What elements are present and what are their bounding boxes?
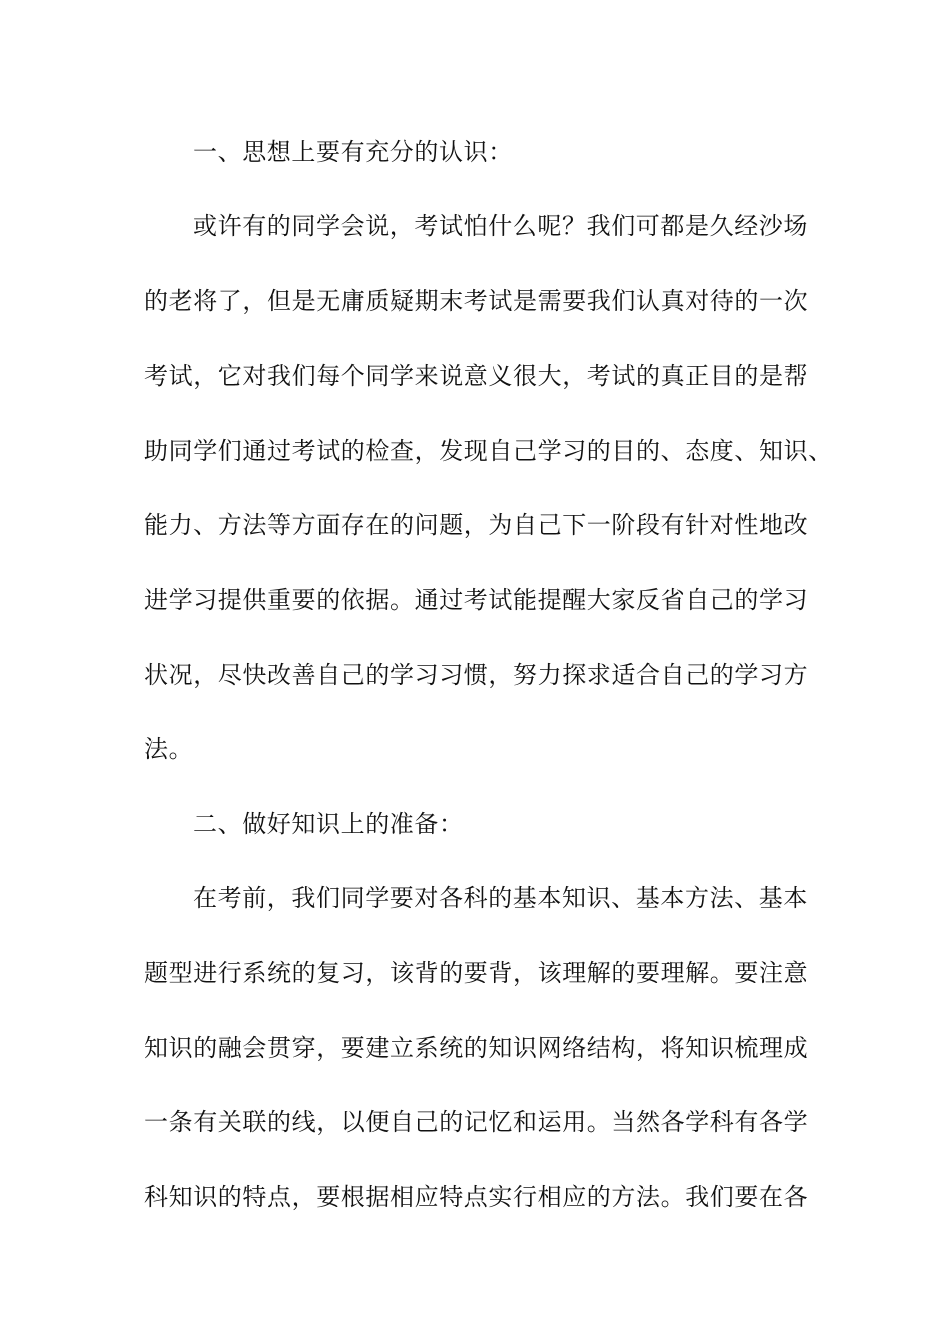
paragraph-line: 法。 xyxy=(144,735,194,763)
paragraph-line: 题型进行系统的复习，该背的要背，该理解的要理解。要注意 xyxy=(144,959,809,987)
paragraph-line: 知识的融会贯穿，要建立系统的知识网络结构，将知识梳理成 xyxy=(144,1034,809,1062)
paragraph-line: 考试，它对我们每个同学来说意义很大，考试的真正目的是帮 xyxy=(144,362,809,390)
paragraph-line: 状况，尽快改善自己的学习习惯，努力探求适合自己的学习方 xyxy=(144,661,809,689)
section-heading-1: 一、思想上要有充分的认识： xyxy=(193,138,513,166)
paragraph-line: 在考前，我们同学要对各科的基本知识、基本方法、基本 xyxy=(193,884,808,912)
paragraph-line: 助同学们通过考试的检查，发现自己学习的目的、态度、知识、 xyxy=(144,437,833,465)
paragraph-line: 能力、方法等方面存在的问题，为自己下一阶段有针对性地改 xyxy=(144,511,809,539)
paragraph-line: 科知识的特点，要根据相应特点实行相应的方法。我们要在各 xyxy=(144,1183,809,1211)
paragraph-line: 一条有关联的线，以便自己的记忆和运用。当然各学科有各学 xyxy=(144,1108,809,1136)
paragraph-line: 进学习提供重要的依据。通过考试能提醒大家反省自己的学习 xyxy=(144,586,809,614)
section-heading-2: 二、做好知识上的准备： xyxy=(193,810,464,838)
paragraph-line: 的老将了，但是无庸质疑期末考试是需要我们认真对待的一次 xyxy=(144,287,809,315)
paragraph-line: 或许有的同学会说，考试怕什么呢？我们可都是久经沙场 xyxy=(193,212,808,240)
